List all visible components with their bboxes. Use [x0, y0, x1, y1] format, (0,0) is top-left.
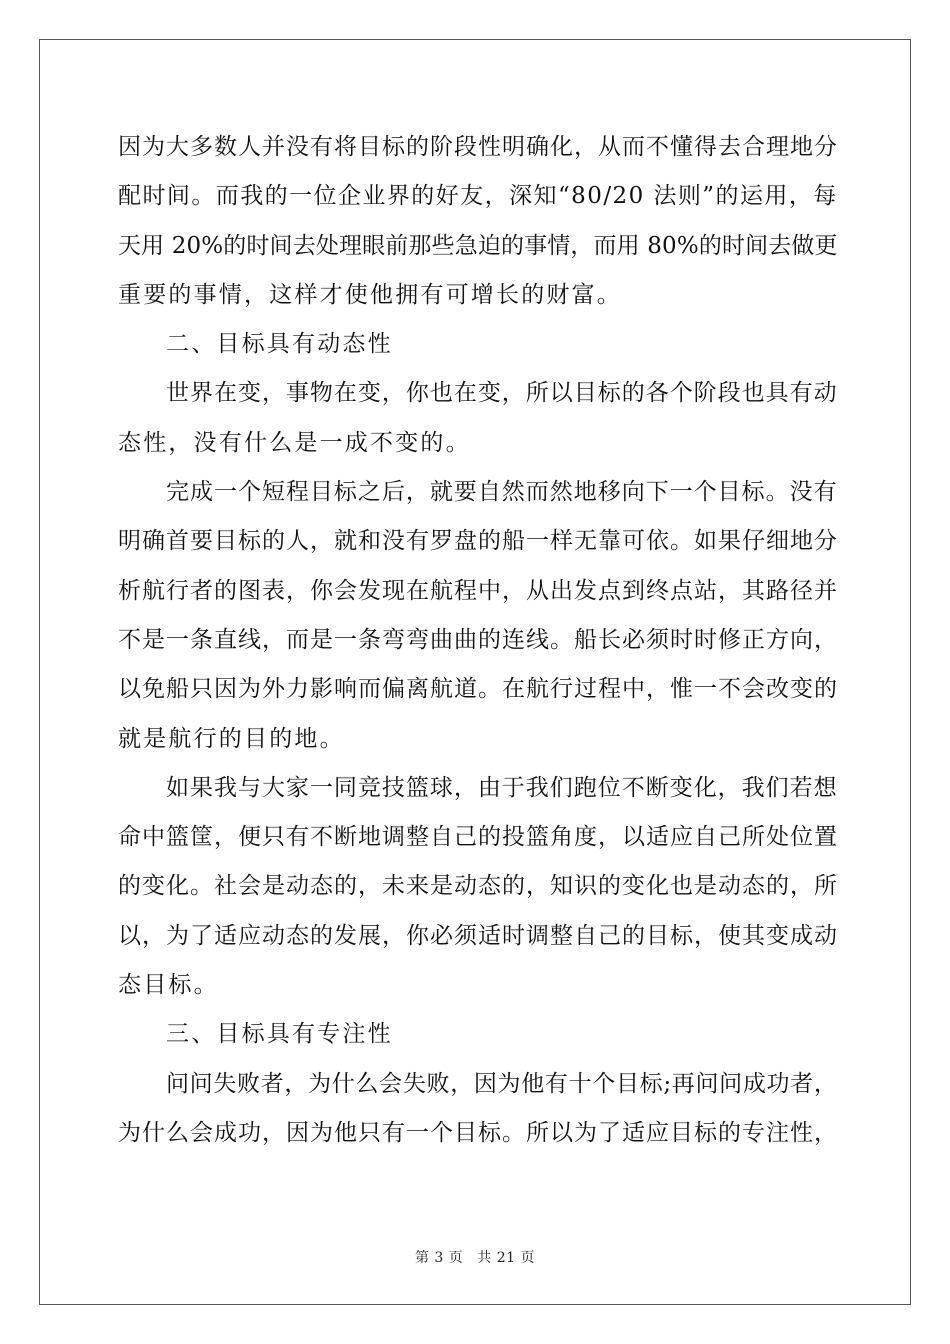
- line-21: 为什么会成功，因为他只有一个目标。所以为了适应目标的专注性，: [118, 1119, 838, 1146]
- line-8: 完成一个短程目标之后，就要自然而然地移向下一个目标。没有: [166, 479, 838, 506]
- line-3: 天用 20%的时间去处理眼前那些急迫的事情，而用 80%的时间去做更: [118, 232, 838, 259]
- line-17: 以，为了适应动态的发展，你必须适时调整自己的目标，使其变成动: [118, 922, 838, 949]
- page-total: 共 21 页: [477, 1250, 536, 1266]
- line-18: 态目标。: [118, 972, 219, 999]
- line-15: 命中篮筐，便只有不断地调整自己的投篮角度，以适应自己所处位置: [118, 824, 838, 851]
- line-10: 析航行者的图表，你会发现在航程中，从出发点到终点站，其路径并: [118, 577, 838, 604]
- line-9: 明确首要目标的人，就和没有罗盘的船一样无靠可依。如果仔细地分: [118, 528, 838, 555]
- section-heading-2: 二、目标具有动态性: [166, 331, 393, 358]
- line-20: 问问失败者，为什么会失败，因为他有十个目标;再问问成功者，: [166, 1070, 838, 1097]
- line-6: 世界在变，事物在变，你也在变，所以目标的各个阶段也具有动: [166, 380, 838, 407]
- line-11: 不是一条直线，而是一条弯弯曲曲的连线。船长必须时时修正方向，: [118, 626, 838, 653]
- document-body: [118, 123, 838, 1158]
- page-footer: [0, 1247, 950, 1267]
- line-2: 配时间。而我的一位企业界的好友，深知“80/20 法则”的运用，每: [118, 183, 838, 210]
- line-16: 的变化。社会是动态的，未来是动态的，知识的变化也是动态的，所: [118, 873, 838, 900]
- line-12: 以免船只因为外力影响而偏离航道。在航行过程中，惟一不会改变的: [118, 676, 838, 703]
- line-14: 如果我与大家一同竞技篮球，由于我们跑位不断变化，我们若想: [166, 774, 838, 801]
- line-7: 态性，没有什么是一成不变的。: [118, 429, 471, 456]
- line-4: 重要的事情，这样才使他拥有可增长的财富。: [118, 281, 622, 308]
- line-13: 就是航行的目的地。: [118, 725, 345, 752]
- page-number: 第 3 页: [414, 1250, 464, 1266]
- line-1: 因为大多数人并没有将目标的阶段性明确化，从而不懂得去合理地分: [118, 134, 838, 160]
- section-heading-3: 三、目标具有专注性: [166, 1021, 393, 1048]
